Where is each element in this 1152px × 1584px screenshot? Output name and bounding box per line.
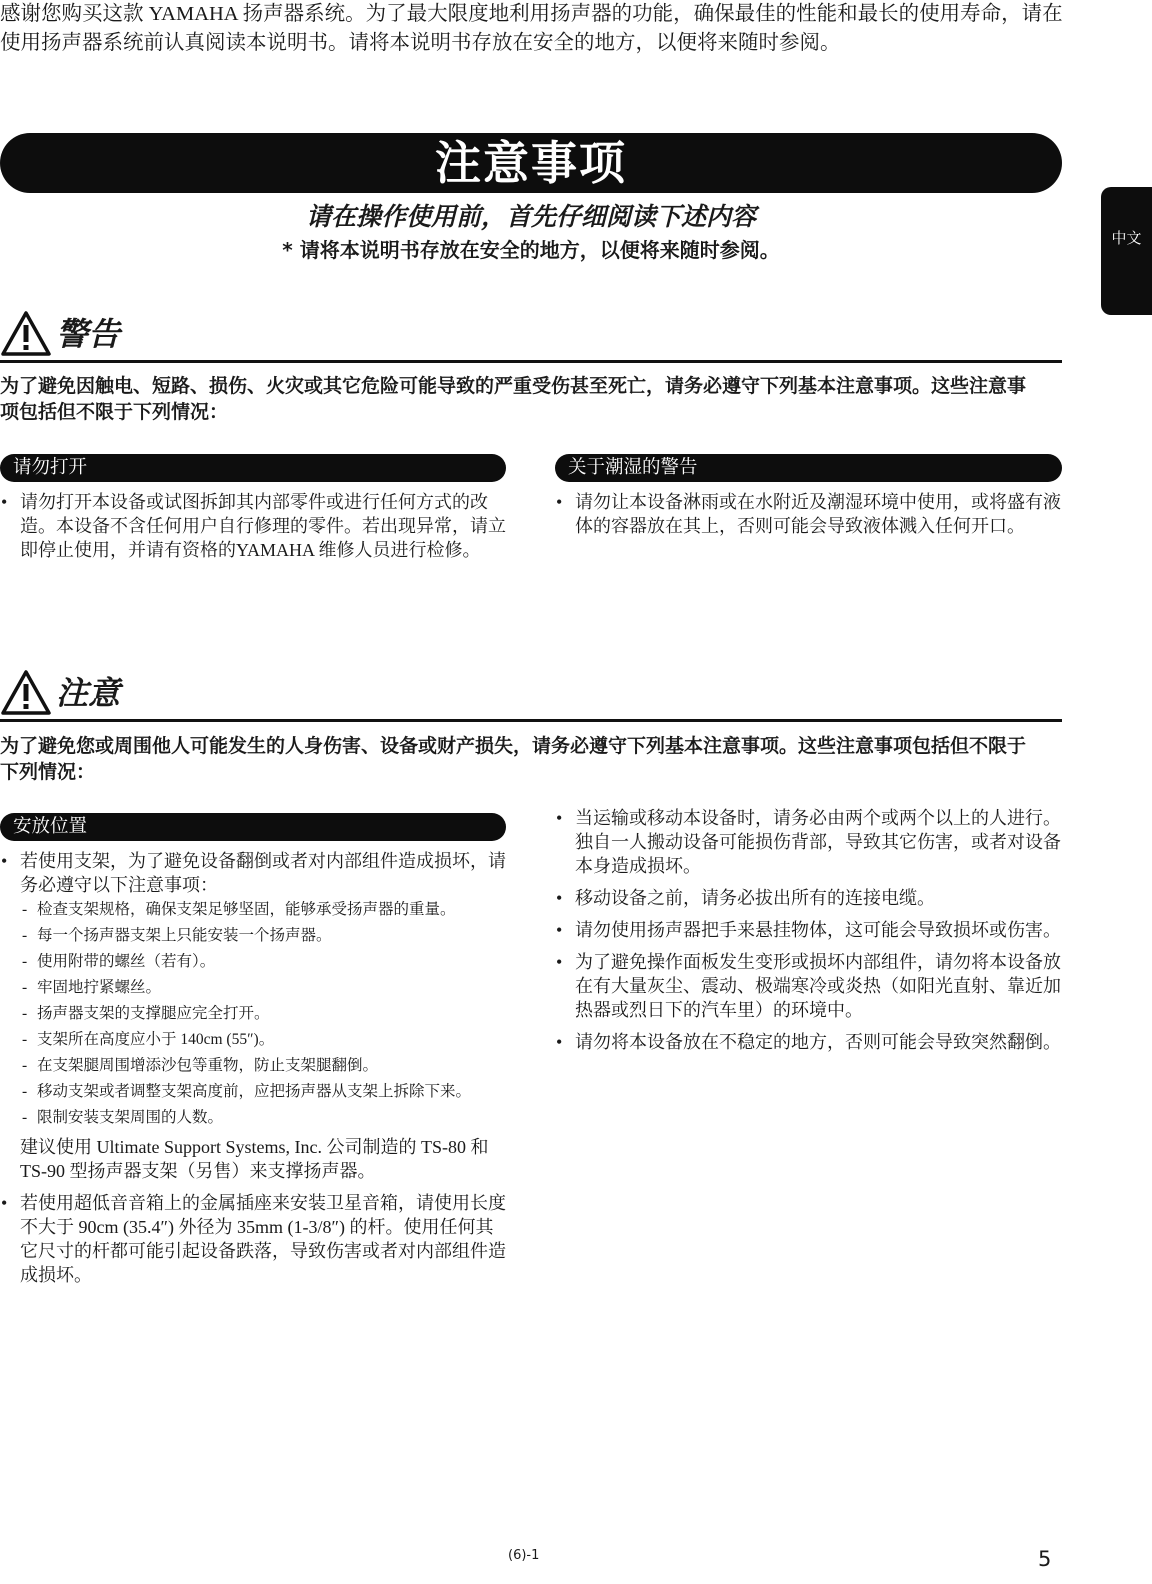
banner-title: 注意事项 xyxy=(435,136,627,190)
list-item: • 为了避免操作面板发生变形或损坏内部组件，请勿将本设备放在有大量灰尘、震动、极端寒冷或炎热（如阳光直射、靠近加热器或烈日下的汽车里）的环境中。 xyxy=(555,950,1062,1022)
section-header-placement: 安放位置 xyxy=(0,813,506,841)
sub-list-item: - 使用附带的螺丝（若有）。 xyxy=(20,951,506,973)
subtitle: 请在操作使用前，首先仔细阅读下述内容 xyxy=(305,202,756,231)
caution-triangle-icon xyxy=(0,669,52,717)
warning-left-column xyxy=(0,454,506,570)
caution-right-list xyxy=(555,806,1062,1054)
sub-list-item: - 每一个扬声器支架上只能安装一个扬声器。 xyxy=(20,925,506,947)
language-tab-label: 中文 xyxy=(1111,229,1142,247)
list-item: • 当运输或移动本设备时，请务必由两个或两个以上的人进行。独自一人搬动设备可能损伤背部，导致其它伤害，或者对设备本身造成损坏。 xyxy=(555,806,1062,878)
stand-checklist xyxy=(20,899,506,1129)
warning-lead: 为了避免因触电、短路、损伤、火灾或其它危险可能导致的严重受伤甚至死亡，请务必遵守下列基本注意事项。这些注意事项包括但不限于下列情况： xyxy=(0,375,1027,423)
caution-left-list xyxy=(0,849,506,1287)
warning-right-list xyxy=(555,490,1062,538)
warning-left-list xyxy=(0,490,506,562)
warning-title: 警告 xyxy=(56,315,121,353)
list-item: • 移动设备之前，请务必拔出所有的连接电缆。 xyxy=(555,886,1062,910)
language-tab[interactable] xyxy=(1101,187,1152,315)
list-item: • 请勿让本设备淋雨或在水附近及潮湿环境中使用，或将盛有液体的容器放在其上，否则可能会导致液体溅入任何开口。 xyxy=(555,490,1062,538)
intro-paragraph: 感谢您购买这款 YAMAHA 扬声器系统。为了最大限度地利用扬声器的功能，确保最佳的性能和最长的使用寿命，请在使用扬声器系统前认真阅读本说明书。请将本说明书存放在安全的地方，以便将来随时参阅。 xyxy=(0,3,1063,54)
caution-lead: 为了避免您或周围他人可能发生的人身伤害、设备或财产损失，请务必遵守下列基本注意事项。这些注意事项包括但不限于下列情况： xyxy=(0,735,1027,783)
list-item: • 若使用超低音音箱上的金属插座来安装卫星音箱，请使用长度不大于 90cm (35.4″) 外径为 35mm (1-3/8″) 的杆。使用任何其它尺寸的杆都可能引起设备跌落，导致伤害或者对内部组件造成损坏。 xyxy=(0,1191,506,1287)
caution-heading xyxy=(0,669,1062,722)
warning-heading xyxy=(0,310,1062,363)
list-item: • 请勿使用扬声器把手来悬挂物体，这可能会导致损坏或伤害。 xyxy=(555,918,1062,942)
page-code: (6)-1 xyxy=(508,1548,540,1563)
list-item: • 请勿将本设备放在不稳定的地方，否则可能会导致突然翻倒。 xyxy=(555,1030,1062,1054)
caution-left-column xyxy=(0,813,506,1295)
sub-list-item: - 在支架腿周围增添沙包等重物，防止支架腿翻倒。 xyxy=(20,1055,506,1077)
caution-title: 注意 xyxy=(56,674,121,712)
sub-list-item: - 支架所在高度应小于 140cm (55″)。 xyxy=(20,1029,506,1051)
section-header-do-not-open: 请勿打开 xyxy=(0,454,506,482)
list-item: • 请勿打开本设备或试图拆卸其内部零件或进行任何方式的改造。本设备不含任何用户自行修理的零件。若出现异常，请立即停止使用，并请有资格的YAMAHA 维修人员进行检修。 xyxy=(0,490,506,562)
warning-right-column xyxy=(555,454,1062,546)
precautions-banner xyxy=(0,133,1062,193)
stand-recommendation-note: 建议使用 Ultimate Support Systems, Inc. 公司制造的 TS-80 和 TS-90 型扬声器支架（另售）来支撑扬声器。 xyxy=(20,1137,489,1181)
caution-right-column xyxy=(555,806,1062,1062)
list-item xyxy=(0,849,506,1183)
sub-list-item: - 扬声器支架的支撑腿应完全打开。 xyxy=(20,1003,506,1025)
page-number: 5 xyxy=(1038,1547,1052,1571)
subtitle-note: * 请将本说明书存放在安全的地方，以便将来随时参阅。 xyxy=(282,238,780,262)
sub-list-item: - 牢固地拧紧螺丝。 xyxy=(20,977,506,999)
warning-triangle-icon xyxy=(0,310,52,358)
sub-list-item: - 限制安装支架周围的人数。 xyxy=(20,1107,506,1129)
sub-list-item: - 检查支架规格，确保支架足够坚固，能够承受扬声器的重量。 xyxy=(20,899,506,921)
list-item-text: 若使用支架，为了避免设备翻倒或者对内部组件造成损坏，请务必遵守以下注意事项： xyxy=(20,851,506,895)
sub-list-item: - 移动支架或者调整支架高度前，应把扬声器从支架上拆除下来。 xyxy=(20,1081,506,1103)
section-header-moisture-warning: 关于潮湿的警告 xyxy=(555,454,1062,482)
